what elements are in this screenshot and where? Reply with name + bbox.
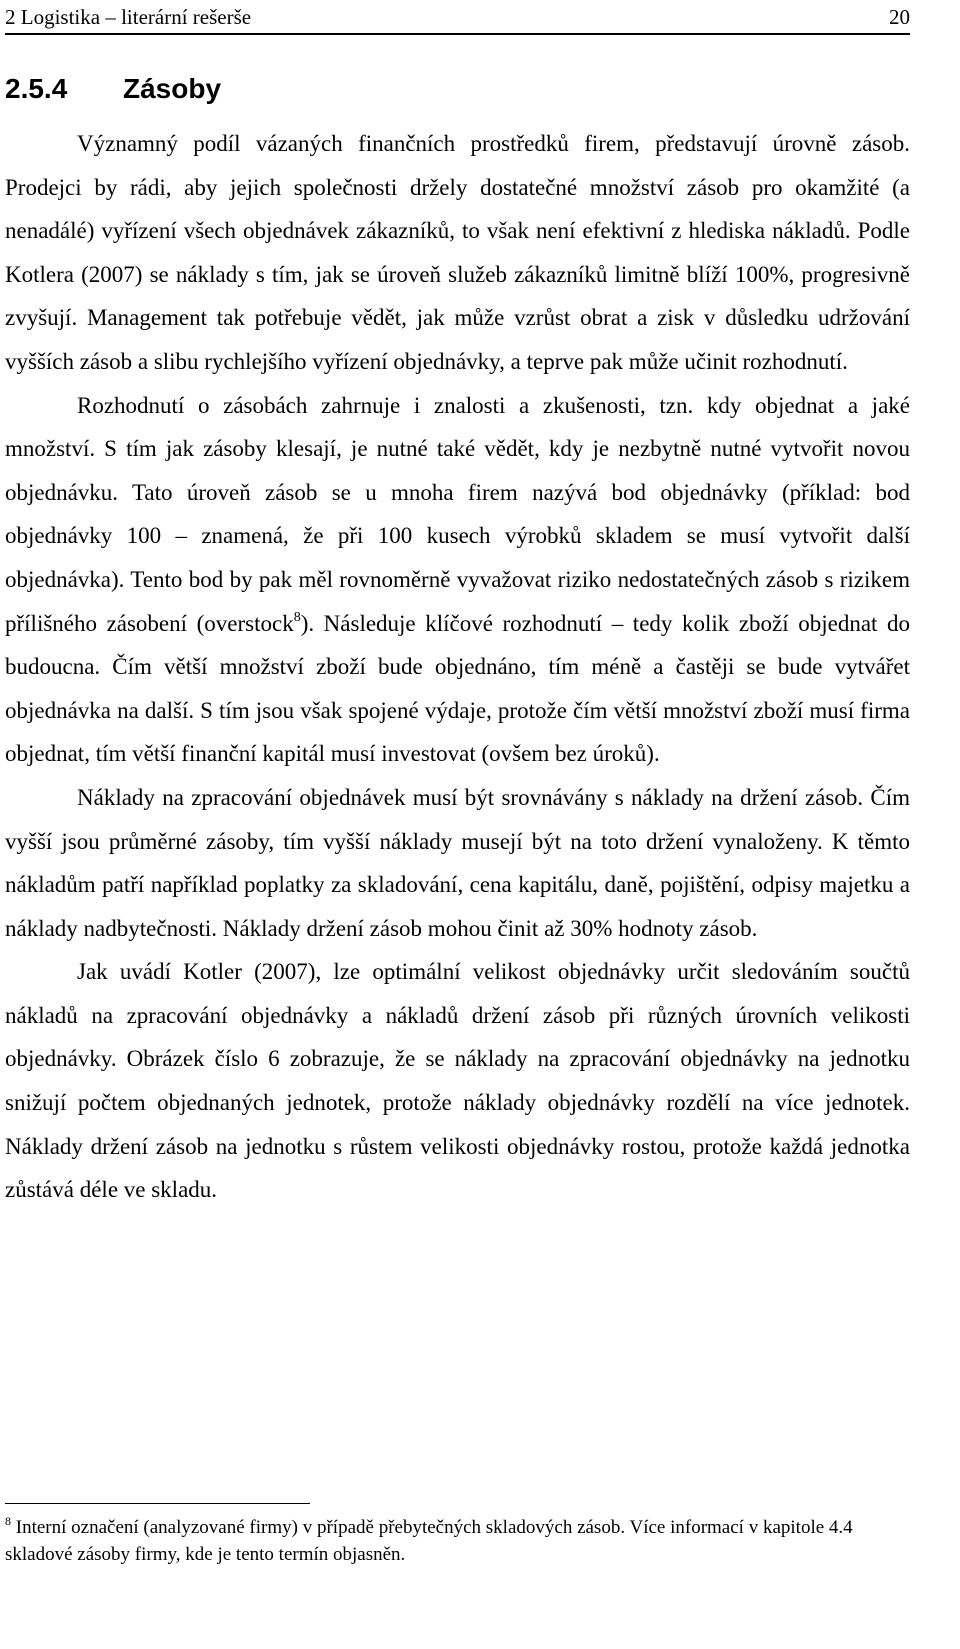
document-page: [5, 0, 910, 1649]
paragraph-text: ). Následuje klíčové rozhodnutí – tedy kolik zboží objednat do budoucna. Čím větší množství zboží bude objednáno, tím méně a častěji se bude vytvářet objednávka na další. S tím jsou však spojené výdaje, protože čím větší množství zboží musí firma objednat, tím větší finanční kapitál musí investovat (ovšem bez úroků).: [5, 610, 910, 767]
paragraph-text: Náklady na zpracování objednávek musí být srovnávány s náklady na držení zásob. Čím vyšší jsou průměrné zásoby, tím vyšší náklady musejí být na toto držení vynaloženy. K těmto nákladům patří například poplatky za skladování, cena kapitálu, daně, pojištění, odpisy majetku a náklady nadbytečnosti. Náklady držení zásob mohou činit až 30% hodnoty zásob.: [5, 784, 910, 941]
footnote-text: Interní označení (analyzované firmy) v případě přebytečných skladových zásob. Více informací v kapitole 4.4 skladové zásoby firmy, kde je tento termín objasněn.: [5, 1517, 853, 1565]
paragraph: [5, 122, 910, 384]
footnote-divider: [5, 1503, 310, 1504]
paragraph: [5, 950, 910, 1212]
footnote-marker: 8: [5, 1514, 11, 1528]
paragraph-text: Významný podíl vázaných finančních prostředků firem, představují úrovně zásob. Prodejci by rádi, aby jejich společnosti držely dostatečné množství zásob pro okamžité (a nenadálé) vyřízení všech objednávek zákazníků, to však není efektivní z hlediska nákladů. Podle Kotlera (2007) se náklady s tím, jak se úroveň služeb zákazníků limitně blíží 100%, progresivně zvyšují. Management tak potřebuje vědět, jak může vzrůst obrat a zisk v důsledku udržování vyšších zásob a slibu rychlejšího vyřízení objednávky, a teprve pak může učinit rozhodnutí.: [5, 131, 910, 374]
page-number: 20: [889, 5, 910, 29]
footnote-reference: 8: [293, 609, 301, 625]
section-title: Zásoby: [123, 73, 222, 104]
paragraph-text: Rozhodnutí o zásobách zahrnuje i znalosti a zkušenosti, tzn. kdy objednat a jaké množství. S tím jak zásoby klesají, je nutné také vědět, kdy je nezbytně nutné vytvořit novou objednávku. Tato úroveň zásob se u mnoha firem nazývá bod objednávky (příklad: bod objednávky 100 – znamená, že při 100 kusech výrobků skladem se musí vytvořit další objednávka). Tento bod by pak měl rovnoměrně vyvažovat riziko nedostatečných zásob s rizikem přílišného zásobení (overstock: [5, 392, 910, 636]
chapter-title: 2 Logistika – literární rešerše: [5, 5, 252, 29]
paragraph-text: Jak uvádí Kotler (2007), lze optimální velikost objednávky určit sledováním součtů nákladů na zpracování objednávky a nákladů držení zásob při různých úrovních velikosti objednávky. Obrázek číslo 6 zobrazuje, že se náklady na zpracování objednávky na jednotku snižují počtem objednaných jednotek, protože náklady objednávky rozdělí na více jednotek. Náklady držení zásob na jednotku s růstem velikosti objednávky rostou, protože každá jednotka zůstává déle ve skladu.: [5, 959, 910, 1203]
paragraph: [5, 776, 910, 950]
footnote: [5, 1514, 910, 1568]
section-number: 2.5.4: [5, 73, 68, 104]
section-heading: [5, 72, 221, 106]
running-header: [5, 3, 910, 35]
body-text: [5, 122, 910, 1212]
paragraph: [5, 384, 910, 776]
